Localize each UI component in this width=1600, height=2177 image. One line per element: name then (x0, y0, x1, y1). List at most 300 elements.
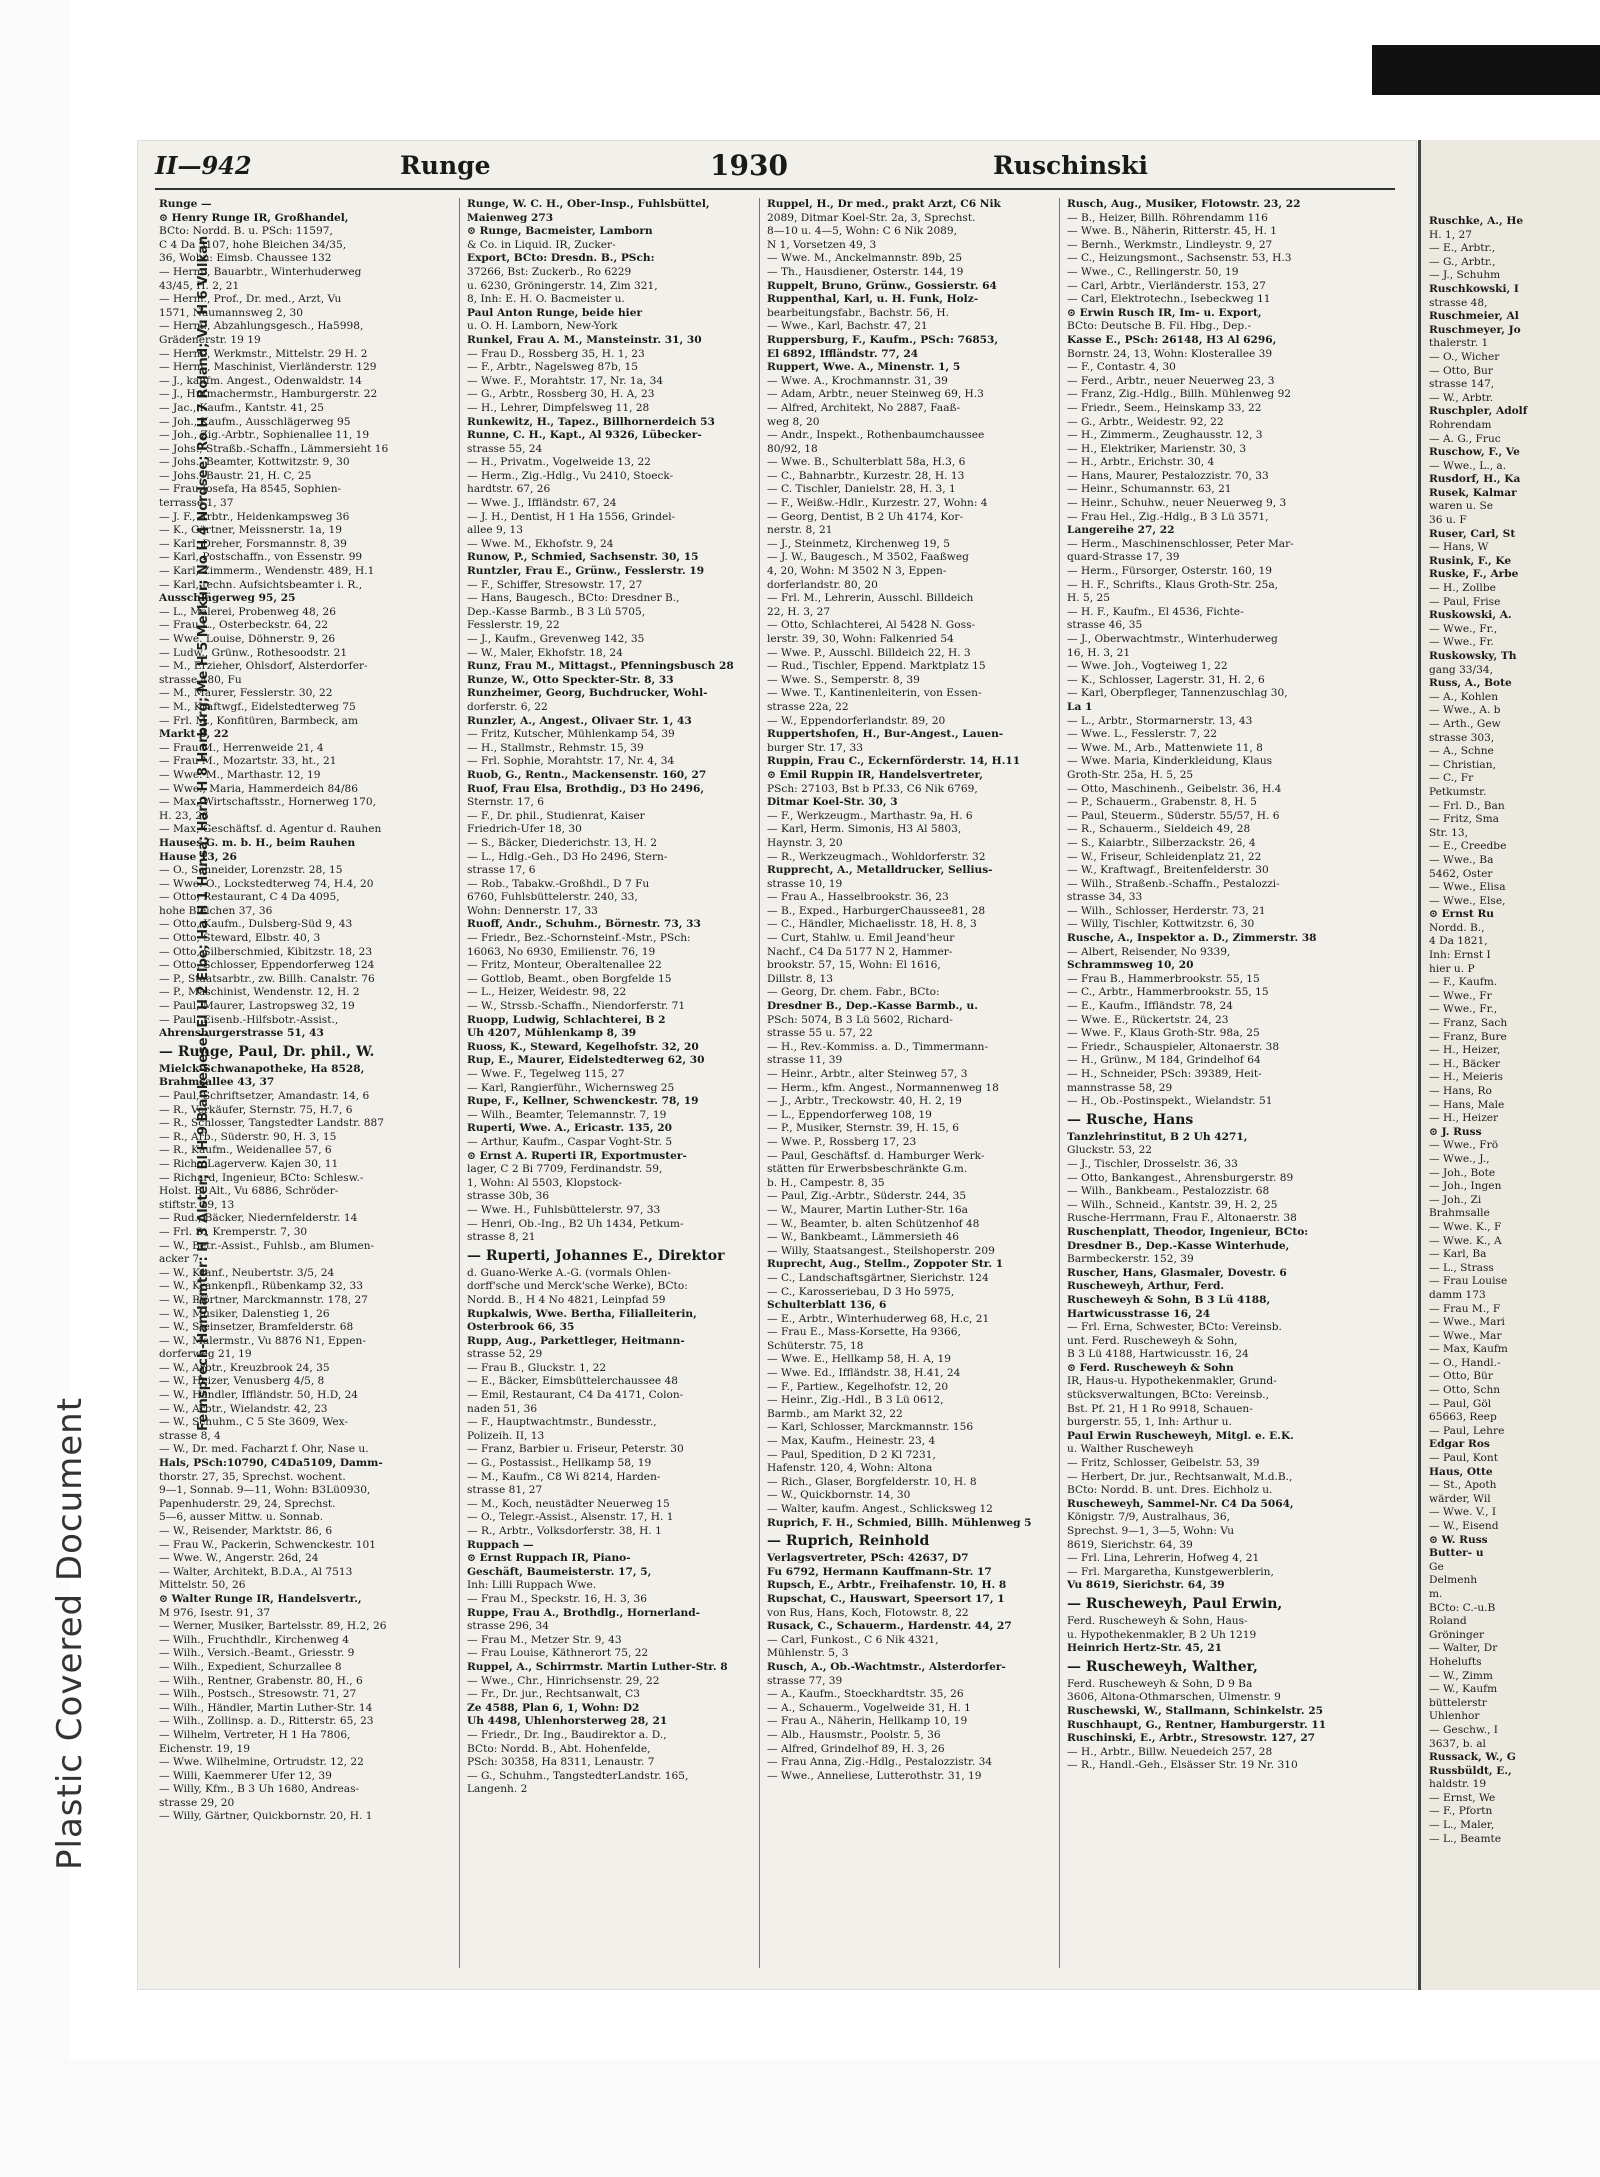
directory-entry-line: — B., Heizer, Billh. Röhrendamm 116 (1067, 211, 1268, 224)
directory-entry-line: strasse 480, Fu (159, 673, 242, 686)
directory-entry-line: — Franz, Bure (1429, 1030, 1507, 1043)
directory-entry-line: — A. G., Fruc (1429, 432, 1501, 445)
directory-entry-line: Rupkalwis, Wwe. Bertha, Filialleiterin, (467, 1307, 697, 1320)
directory-entry-line: — Paul, Geschäftsf. d. Hamburger Werk- (767, 1149, 985, 1162)
directory-entry-line: Rup, E., Maurer, Eidelstedterweg 62, 30 (467, 1054, 705, 1067)
directory-entry-line: strasse 147, (1429, 378, 1495, 391)
directory-entry-line: — H., Privatm., Vogelweide 13, 22 (467, 456, 651, 469)
directory-entry-line: — Paul, Schriftsetzer, Amandastr. 14, 6 (159, 1090, 370, 1102)
scan-bottom-margin (0, 2060, 1600, 2177)
directory-entry-line: — Frl. Erna, Schwester, BCto: Vereinsb. (1067, 1321, 1282, 1334)
directory-entry-line: ⊙ Walter Runge IR, Handelsvertr., (159, 1592, 362, 1605)
directory-entry-line: — Ruprich, Reinhold (767, 1533, 930, 1550)
directory-entry-line: — Frau Hel., Zig.-Hdlg., B 3 Lü 3571, (1067, 510, 1269, 523)
directory-entry-line: — Wwe., Mari (1429, 1316, 1505, 1329)
directory-entry-line: quard-Strasse 17, 39 (1067, 551, 1180, 564)
directory-entry-line: — Wwe. Wilhelmine, Ortrudstr. 12, 22 (159, 1756, 364, 1769)
directory-entry-line: Holst. B. Alt., Vu 6886, Schröder- (159, 1185, 339, 1198)
directory-entry-line: — O., Handl.- (1429, 1356, 1501, 1369)
directory-entry-line: — Frau A., Näherin, Hellkamp 10, 19 (767, 1715, 968, 1728)
directory-entry-line: Ruof, Frau Elsa, Brothdig., D3 Ho 2496, (467, 782, 705, 795)
directory-entry-line: — Willy, Tischler, Kottwitzstr. 6, 30 (1067, 918, 1255, 931)
directory-entry-line: — Paul, Göl (1429, 1397, 1492, 1410)
directory-entry-line: — W., Reisender, Marktstr. 86, 6 (159, 1525, 333, 1537)
directory-entry-line: — W., Maurer, Martin Luther-Str. 16a (767, 1203, 968, 1216)
directory-entry-line: — Joh., Bote (1429, 1166, 1496, 1179)
directory-entry-line: — C. Tischler, Danielstr. 28, H. 3, 1 (767, 483, 956, 496)
directory-entry-line: — S., Bäcker, Diederichstr. 13, H. 2 (467, 836, 657, 849)
directory-entry-line: — W., Beamter, b. alten Schützenhof 48 (767, 1217, 980, 1230)
directory-entry-line: — Ruscheweyh, Walther, (1067, 1658, 1258, 1675)
directory-entry-line: Petkumstr. (1429, 785, 1487, 798)
directory-entry-line: stiftstr. 19, 13 (159, 1198, 235, 1211)
directory-entry-line: dorferstr. 6, 22 (467, 700, 548, 713)
directory-entry-line: Brahmsallee 43, 37 (159, 1076, 275, 1089)
directory-entry-line: — Hans, Ro (1429, 1085, 1492, 1097)
directory-entry-line: — Wilh., Rentner, Grabenstr. 80, H., 6 (159, 1674, 363, 1687)
directory-entry-line: — W., Heizer, Venusberg 4/5, 8 (159, 1375, 325, 1388)
directory-entry-line: 6760, Fuhlsbüttelerstr. 240, 33, (467, 891, 638, 904)
directory-entry-line: — Frau Josefa, Ha 8545, Sophien- (159, 483, 342, 496)
directory-entry-line: Ruoss, K., Steward, Kegelhofstr. 32, 20 (467, 1040, 699, 1053)
directory-entry-line: — Friedr., Seem., Heinskamp 33, 22 (1067, 401, 1262, 414)
directory-entry-line: — Friedr., Bez.-Schornsteinf.-Mstr., PSch: (467, 932, 691, 945)
directory-entry-line: — Ernst, We (1429, 1791, 1496, 1804)
directory-entry-line: — W., Malermstr., Vu 8876 N1, Eppen- (159, 1334, 366, 1347)
directory-entry-line: Nordd. B., H 4 No 4821, Leinpfad 59 (467, 1293, 666, 1306)
directory-entry-line: — Herm., Maschinist, Vierländerstr. 129 (159, 361, 377, 374)
directory-entry-line: — Paul, Steuerm., Süderstr. 55/57, H. 6 (1067, 809, 1280, 822)
directory-entry-line: Hals, PSch:10790, C4Da5109, Damm- (159, 1457, 383, 1470)
directory-entry-line: — Wwe., Elisa (1429, 881, 1506, 894)
directory-entry-line: — Henri, Ob.-Ing., B2 Uh 1434, Petkum- (467, 1217, 684, 1230)
directory-entry-line: — Paul, Maurer, Lastropsweg 32, 19 (159, 1000, 355, 1013)
directory-entry-line: ⊙ Ernst Ruppach IR, Piano- (467, 1552, 631, 1565)
directory-entry-line: — M., Koch, neustädter Neuerweg 15 (467, 1497, 670, 1510)
directory-entry-line: Paul Erwin Ruscheweyh, Mitgl. e. E.K. (1067, 1429, 1294, 1442)
directory-entry-line: — W., Kaufm (1429, 1683, 1498, 1696)
directory-entry-line: C 4 Da 3107, hohe Bleichen 34/35, (159, 238, 347, 251)
directory-entry-line: — Wwe., L., a. (1429, 459, 1507, 472)
directory-entry-line: — Rud., Bäcker, Niedernfelderstr. 14 (159, 1212, 358, 1225)
directory-entry-line: — Herm., Zig.-Hdlg., Vu 2410, Stoeck- (467, 469, 674, 482)
directory-entry-line: — E., Bäcker, Eimsbüttelerchaussee 48 (467, 1375, 679, 1388)
column-2 (467, 198, 762, 1968)
directory-entry-line: 16, H. 3, 21 (1067, 646, 1131, 659)
directory-entry-line: — Wwe. M., Arb., Mattenwiete 11, 8 (1067, 741, 1263, 754)
directory-entry-line: — Karl, Zimmerm., Wendenstr. 489, H.1 (159, 565, 375, 578)
directory-entry-line: Ruschow, F., Ve (1429, 446, 1520, 459)
directory-entry-line: — Richard, Ingenieur, BCto: Schlesw.- (159, 1171, 364, 1184)
directory-entry-line: acker 7 (159, 1253, 200, 1266)
directory-entry-line: — Emil, Restaurant, C4 Da 4171, Colon- (467, 1389, 684, 1402)
directory-entry-line: — R., Kaufm., Weidenallee 57, 6 (159, 1144, 332, 1157)
directory-entry-line: — H., Heizer (1429, 1112, 1499, 1125)
directory-entry-line: — J., Schuhm (1429, 269, 1501, 282)
column-divider (459, 198, 460, 1968)
directory-entry-line: Ruschmeier, Al (1429, 310, 1519, 323)
directory-entry-line: — L., Heizer, Weidestr. 98, 22 (467, 986, 627, 999)
directory-entry-line: — M., Kaufm., C8 Wi 8214, Harden- (467, 1470, 661, 1483)
directory-entry-line: hohe Bleichen 37, 36 (159, 904, 273, 917)
directory-entry-line: Runge, W. C. H., Ober-Insp., Fuhlsbüttel, (467, 198, 710, 210)
directory-entry-line: PSch: 5074, B 3 Lü 5602, Richard- (767, 1013, 953, 1026)
directory-entry-line: — Ferd., Arbtr., neuer Neuerweg 23, 3 (1067, 374, 1275, 387)
directory-entry-line: strasse 296, 34 (467, 1620, 550, 1633)
directory-entry-line: 8, Inh: E. H. O. Bacmeister u. (467, 293, 625, 306)
directory-entry-line: — Wwe. S., Semperstr. 8, 39 (767, 673, 920, 686)
directory-entry-line: u. Walther Ruscheweyh (1067, 1443, 1194, 1456)
directory-entry-line: — W., Kraftwagf., Breitenfelderstr. 30 (1067, 864, 1269, 877)
directory-entry-line: — Frl. Lina, Lehrerin, Hofweg 4, 21 (1067, 1552, 1260, 1565)
column-divider (1059, 198, 1060, 1968)
directory-entry-line: bearbeitungsfabr., Bachstr. 56, H. (767, 306, 950, 319)
directory-entry-line: — Frl. D., Ban (1429, 799, 1505, 812)
directory-entry-line: strasse 55 u. 57, 22 (767, 1027, 873, 1040)
directory-entry-line: strasse 303, (1429, 731, 1495, 744)
directory-entry-line: Ruske, F., Arbe (1429, 568, 1519, 581)
directory-entry-line: ⊙ Emil Ruppin IR, Handelsvertreter, (767, 768, 983, 781)
directory-entry-line: — L., Malerei, Probenweg 48, 26 (159, 605, 337, 618)
directory-entry-line: Ruprich, F. H., Schmied, Billh. Mühlenweg 5 (767, 1516, 1032, 1529)
directory-entry-line: thorstr. 27, 35, Sprechst. wochent. (159, 1470, 346, 1483)
directory-entry-line: strasse 46, 35 (1067, 619, 1143, 632)
directory-entry-line: — J., Kaufm., Grevenweg 142, 35 (467, 633, 645, 645)
directory-entry-line: — M., Erzieher, Ohlsdorf, Alsterdorfer- (159, 660, 368, 673)
directory-entry-line: — H., Heizer, (1429, 1044, 1501, 1057)
directory-entry-line: — Wwe. B., Schulterblatt 58a, H.3, 6 (767, 456, 966, 469)
directory-entry-line: — Wwe., J., (1429, 1152, 1490, 1165)
directory-entry-line: — Wwe. Joh., Vogteiweg 1, 22 (1067, 660, 1228, 673)
directory-entry-line: — Karl, Oberpfleger, Tannenzuschlag 30, (1067, 687, 1288, 700)
directory-entry-line: Rupprecht, A., Metalldrucker, Sellius- (767, 864, 993, 877)
directory-entry-line: — Karl, Ba (1429, 1248, 1487, 1261)
directory-entry-line: — R., Handl.-Geh., Elsässer Str. 19 Nr. 310 (1067, 1759, 1298, 1772)
directory-entry-line: — Heinr., Schuhw., neuer Neuerweg 9, 3 (1067, 497, 1287, 510)
directory-entry-line: — Georg, Dr. chem. Fabr., BCto: (767, 986, 940, 999)
directory-entry-line: Langereihe 27, 22 (1067, 524, 1175, 537)
directory-entry-line: — Paul, Spedition, D 2 Kl 7231, (767, 1448, 936, 1461)
directory-entry-line: — Frau Louise (1429, 1275, 1508, 1288)
directory-entry-line: — Wwe. P., Ausschl. Billdeich 22, H. 3 (767, 646, 971, 659)
directory-entry-line: — Geschw., I (1429, 1723, 1498, 1736)
directory-entry-line: Ruschmeyer, Jo (1429, 323, 1521, 336)
directory-entry-line: Barmbeckerstr. 152, 39 (1067, 1253, 1194, 1266)
page-number: II—942 (155, 151, 252, 180)
directory-entry-line: — Frau M., Speckstr. 16, H. 3, 36 (467, 1592, 647, 1605)
directory-entry-line: Osterbrook 66, 35 (467, 1321, 575, 1334)
directory-entry-line: — Jac., Kaufm., Kantstr. 41, 25 (159, 401, 325, 414)
directory-entry-line: — W., Arbtr., Kreuzbrook 24, 35 (159, 1361, 330, 1374)
directory-entry-line: — R., Werkzeugmach., Wohldorferstr. 32 (767, 850, 986, 863)
directory-entry-line: strasse 55, 24 (467, 442, 543, 455)
directory-entry-line: — Franz, Sach (1429, 1017, 1508, 1030)
directory-entry-line: — J., Hutmachermstr., Hamburgerstr. 22 (159, 388, 378, 401)
directory-entry-line: Ruppach — (467, 1538, 534, 1551)
directory-entry-line: — Wwe., Anneliese, Lutterothstr. 31, 19 (767, 1769, 982, 1782)
directory-entry-line: — Frau W., Packerin, Schwenckestr. 101 (159, 1538, 376, 1551)
directory-entry-line: — Walter, Dr (1429, 1642, 1498, 1655)
directory-entry-line: — R., Schauerm., Sieldeich 49, 28 (1067, 823, 1251, 836)
directory-entry-line: — Wwe., Fr (1429, 989, 1492, 1002)
directory-entry-line: — Wwe. O., Lockstedterweg 74, H.4, 20 (159, 877, 374, 890)
directory-entry-line: terrasse 1, 37 (159, 497, 234, 510)
directory-entry-line: Ferd. Ruscheweyh & Sohn, D 9 Ba (1067, 1677, 1253, 1690)
directory-entry-line: — Paul, Zig.-Arbtr., Süderstr. 244, 35 (767, 1190, 967, 1203)
directory-entry-line: — Frau B., Gluckstr. 1, 22 (467, 1361, 607, 1374)
directory-entry-line: — Frl. Margaretha, Kunstgewerblerin, (1067, 1565, 1274, 1578)
directory-entry-line: — H., Meieris (1429, 1071, 1503, 1084)
directory-entry-line: — Joh., Kaufm., Ausschlägerweg 95 (159, 415, 351, 428)
directory-entry-line: — Wwe. V., I (1429, 1506, 1497, 1519)
directory-entry-line: strasse 48, (1429, 296, 1488, 309)
directory-entry-line: strasse 17, 6 (467, 864, 536, 877)
directory-entry-line: Rupe, F., Kellner, Schwenckestr. 78, 19 (467, 1095, 699, 1108)
directory-entry-line: Ferd. Ruscheweyh & Sohn, Haus- (1067, 1614, 1248, 1627)
directory-entry-line: — W., Dr. med. Facharzt f. Ohr, Nase u. (159, 1443, 369, 1456)
telephone-exchange-key: Fernsprech-Handämter: H 3 Alster; Bl H 9 Blankenese; El H 2 Elbe; Ha H 1 Hansa; Harb H 8 Harburg; Me H 5 Merkur; No H 4 Nordsee; Ro H 7 Roland; Vu H 6 Vulkan (196, 235, 211, 1431)
directory-entry-line: ⊙ Erwin Rusch IR, Im- u. Export, (1067, 306, 1262, 319)
directory-entry-line: — Hans, W (1429, 541, 1489, 554)
directory-entry-line: — Frau D., Rossberg 35, H. 1, 23 (467, 347, 645, 360)
directory-entry-line: — C., Händler, Michaelisstr. 18, H. 8, 3 (767, 918, 977, 931)
directory-entry-line: Runz, Frau M., Mittagst., Pfenningsbusch 28 (467, 660, 734, 673)
facing-page-fragment (1418, 140, 1600, 1990)
directory-entry-line: — Karl, techn. Aufsichtsbeamter i. R., (159, 578, 363, 591)
directory-entry-line: — E., Arbtr., Winterhuderweg 68, H.c, 21 (767, 1312, 990, 1325)
directory-entry-line: Ruob, G., Rentn., Mackensenstr. 160, 27 (467, 768, 707, 781)
directory-entry-line: H. 1, 27 (1429, 228, 1472, 241)
directory-entry-line: waren u. Se (1429, 500, 1493, 513)
directory-entry-line: — Heinr., Arbtr., alter Steinweg 57, 3 (767, 1068, 968, 1080)
directory-entry-line: — H., Rev.-Kommiss. a. D., Timmermann- (767, 1040, 989, 1053)
directory-entry-line: — W., Bankbeamt., Lämmersieth 46 (767, 1231, 960, 1244)
directory-entry-line: Papenhuderstr. 29, 24, Sprechst. (159, 1497, 336, 1510)
directory-entry-line: — Wwe. W., Angerstr. 26d, 24 (159, 1552, 319, 1565)
directory-entry-line: — W., Maler, Ekhofstr. 18, 24 (467, 646, 623, 659)
directory-entry-line: — Herm., kfm. Angest., Normannenweg 18 (767, 1081, 999, 1094)
directory-entry-line: — W., Strssb.-Schaffn., Niendorferstr. 71 (467, 1000, 686, 1013)
directory-entry-line: Gröninger (1429, 1628, 1485, 1641)
directory-entry-line: hardtstr. 67, 26 (467, 483, 551, 496)
directory-entry-line: 2089, Ditmar Koel-Str. 2a, 3, Sprechst. (767, 211, 976, 224)
directory-entry-line: Ruperti, Wwe. A., Ericastr. 135, 20 (467, 1122, 673, 1135)
directory-entry-line: — C., Fr (1429, 772, 1474, 785)
directory-entry-line: Delmenh (1429, 1574, 1478, 1587)
directory-entry-line: — Wilh., Versich.-Beamt., Griesstr. 9 (159, 1647, 355, 1660)
directory-entry-line: unt. Ferd. Ruscheweyh & Sohn, (1067, 1334, 1238, 1347)
directory-entry-line: Ruschke, A., He (1429, 215, 1524, 227)
directory-entry-line: Rupschat, C., Hauswart, Speersort 17, 1 (767, 1592, 1005, 1605)
directory-entry-line: — F., Dr. phil., Studienrat, Kaiser (467, 809, 645, 822)
directory-entry-line: — Franz, Zig.-Hdlg., Billh. Mühlenweg 92 (1067, 388, 1292, 401)
directory-entry-line: Export, BCto: Dresdn. B., PSch: (467, 252, 655, 265)
directory-entry-line: Schrammsweg 10, 20 (1067, 959, 1194, 972)
directory-entry-line: Rusche-Herrmann, Frau F., Altonaerstr. 38 (1067, 1212, 1297, 1225)
directory-entry-line: — Wwe., C., Rellingerstr. 50, 19 (1067, 265, 1239, 278)
directory-entry-line: dorferlandstr. 80, 20 (767, 578, 878, 591)
directory-entry-line: Ruscheweyh & Sohn, B 3 Lü 4188, (1067, 1293, 1271, 1306)
directory-entry-line: H. 5, 25 (1067, 592, 1110, 605)
directory-entry-line: Ze 4588, Plan 6, 1, Wohn: D2 (467, 1701, 640, 1714)
directory-entry-line: — A., Kaufm., Stoeckhardtstr. 35, 26 (767, 1688, 964, 1701)
directory-entry-line: — F., Pfortn (1429, 1805, 1493, 1818)
directory-entry-line: — Wwe. M., Marthastr. 12, 19 (159, 768, 321, 781)
directory-entry-line: — Wwe. Louise, Döhnerstr. 9, 26 (159, 633, 336, 645)
directory-entry-line: — Rob., Tabakw.-Großhdl., D 7 Fu (467, 877, 650, 890)
directory-entry-line: d. Guano-Werke A.-G. (vormals Ohlen- (467, 1266, 671, 1279)
directory-entry-line: ⊙ Ernst Ru (1429, 908, 1494, 921)
directory-entry-line: — Max, Kaufm (1429, 1343, 1508, 1356)
directory-entry-line: — Wilh., Fruchthdlr., Kirchenweg 4 (159, 1633, 350, 1646)
directory-entry-line: Ruppel, H., Dr med., prakt Arzt, C6 Nik (767, 198, 1001, 210)
directory-entry-line: BCto: Nordd. B., Abt. Hohenfelde, (467, 1742, 651, 1755)
directory-entry-line: — Fritz, Kutscher, Mühlenkamp 54, 39 (467, 728, 675, 741)
directory-entry-line: — Wwe., Fr., (1429, 1003, 1498, 1016)
directory-entry-line: ⊙ Ernst A. Ruperti IR, Exportmuster- (467, 1149, 687, 1162)
directory-entry-line: — Walter, Architekt, B.D.A., Al 7513 (159, 1565, 353, 1578)
directory-entry-line: — Wwe. Maria, Kinderkleidung, Klaus (1067, 755, 1273, 768)
directory-entry-line: — Wwe., Mar (1429, 1329, 1502, 1342)
directory-entry-line: Ruschhaupt, G., Rentner, Hamburgerstr. 11 (1067, 1718, 1327, 1731)
directory-entry-line: — Frau M., Mozartstr. 33, ht., 21 (159, 755, 337, 768)
directory-entry-line: Ruppersburg, F., Kaufm., PSch: 76853, (767, 333, 999, 346)
directory-entry-line: Mittelstr. 50, 26 (159, 1579, 246, 1592)
directory-entry-line: — Johs., Baustr. 21, H. C, 25 (159, 469, 312, 482)
directory-entry-line: 16063, No 6930, Emilienstr. 76, 19 (467, 945, 656, 958)
directory-entry-line: — Otto, Bür (1429, 1370, 1493, 1383)
directory-entry-line: — G., Postassist., Hellkamp 58, 19 (467, 1457, 652, 1470)
directory-entry-line: stücksverwaltungen, BCto: Vereinsb., (1067, 1389, 1270, 1402)
directory-entry-line: Inh: Ernst I (1429, 949, 1491, 962)
directory-entry-line: — Fritz, Schlosser, Geibelstr. 53, 39 (1067, 1457, 1260, 1470)
directory-entry-line: Bornstr. 24, 13, Wohn: Klosterallee 39 (1067, 347, 1273, 360)
directory-entry-line: Schüterstr. 75, 18 (767, 1339, 864, 1352)
directory-entry-line: — Joh., Zig.-Arbtr., Sophienallee 11, 19 (159, 429, 370, 442)
directory-entry-line: — Frau A., Hasselbrookstr. 36, 23 (767, 891, 949, 904)
directory-entry-line: Edgar Ros (1429, 1438, 1490, 1451)
directory-entry-line: Ruschenplatt, Theodor, Ingenieur, BCto: (1067, 1225, 1309, 1238)
directory-entry-line: ⊙ Ferd. Ruscheweyh & Sohn (1067, 1361, 1234, 1374)
directory-entry-line: — Wwe., Frö (1429, 1139, 1499, 1152)
directory-entry-line: — Wwe., Else, (1429, 894, 1506, 907)
directory-entry-line: — Christian, (1429, 758, 1496, 771)
directory-entry-line: — Wwe. J., Iffländstr. 67, 24 (467, 497, 617, 510)
directory-entry-line: — P., Schauerm., Grabenstr. 8, H. 5 (1067, 796, 1257, 809)
directory-entry-line: u. 6230, Gröningerstr. 14, Zim 321, (467, 279, 658, 292)
directory-entry-line: — Willy, Staatsangest., Steilshoperstr. 209 (767, 1244, 995, 1257)
directory-entry-line: B 3 Lü 4188, Hartwicusstr. 16, 24 (1067, 1348, 1249, 1361)
directory-entry-line: 22, H. 3, 27 (767, 605, 831, 618)
directory-entry-line: — R., Arbtr., Volksdorferstr. 38, H. 1 (467, 1525, 662, 1537)
directory-entry-line: — J., Oberwachtmstr., Winterhuderweg (1067, 633, 1278, 645)
directory-entry-line: strasse 10, 19 (767, 877, 843, 890)
directory-entry-line: 3606, Altona-Othmarschen, Ulmenstr. 9 (1067, 1691, 1281, 1704)
directory-entry-line: — Alb., Hausmstr., Poolstr. 5, 36 (767, 1728, 941, 1741)
directory-entry-line: Mielck Schwanapotheke, Ha 8528, (159, 1062, 365, 1075)
directory-entry-line: Ruppelt, Bruno, Grünw., Gossierstr. 64 (767, 279, 997, 292)
directory-entry-line: — A., Kohlen (1429, 690, 1499, 703)
directory-entry-line: — L., Hdlg.-Geh., D3 Ho 2496, Stern- (467, 850, 668, 863)
directory-entry-line: — Herm., Werkmstr., Mittelstr. 29 H. 2 (159, 347, 368, 360)
directory-entry-line: Polizeih. II, 13 (467, 1429, 545, 1442)
directory-entry-line: PSch: 27103, Bst b Pf.33, C6 Nik 6769, (767, 782, 978, 795)
directory-entry-line: strasse 30b, 36 (467, 1190, 550, 1203)
directory-entry-line: büttelerstr (1429, 1696, 1487, 1709)
side-vertical-caption: Plastic Covered Document (50, 1396, 90, 1870)
directory-entry-line: BCto: Deutsche B. Fil. Hbg., Dep.- (1067, 320, 1252, 333)
directory-entry-line: gang 33/34, (1429, 663, 1493, 676)
directory-entry-line: — Frl. M., Lehrerin, Ausschl. Billdeich (767, 592, 974, 605)
directory-entry-line: Ruschewski, W., Stallmann, Schinkelstr. 25 (1067, 1704, 1324, 1717)
directory-entry-line: — C., Arbtr., Hammerbrookstr. 55, 15 (1067, 986, 1269, 999)
directory-entry-line: — Alfred, Grindelhof 89, H. 3, 26 (767, 1742, 945, 1755)
directory-entry-line: Kasse E., PSch: 26148, H3 Al 6296, (1067, 333, 1277, 346)
directory-entry-line: Dresdner B., Dep.-Kasse Winterhude, (1067, 1239, 1290, 1252)
directory-entry-line: — W., Kranf., Neubertstr. 3/5, 24 (159, 1266, 335, 1279)
directory-entry-line: Hause 13, 26 (159, 850, 237, 863)
directory-entry-line: — F., Weißw.-Hdlr., Kurzestr. 27, Wohn: 4 (767, 497, 988, 510)
directory-entry-line: — O., Wicher (1429, 350, 1500, 363)
directory-entry-line: — C., Heizungsmont., Sachsenstr. 53, H.3 (1067, 252, 1292, 265)
header-keyword-left: Runge (400, 151, 491, 180)
directory-entry-line: Bst. Pf. 21, H 1 Ro 9918, Schauen- (1067, 1402, 1253, 1415)
directory-entry-line: — Herbert, Dr. jur., Rechtsanwalt, M.d.B., (1067, 1470, 1293, 1483)
column-divider (759, 198, 760, 1968)
directory-entry-line: Königstr. 7/9, Australhaus, 36, (1067, 1511, 1231, 1524)
directory-entry-line: — K., Gärtner, Meissnerstr. 1a, 19 (159, 524, 342, 537)
directory-entry-line: — H., Zimmerm., Zeughausstr. 12, 3 (1067, 429, 1263, 442)
directory-entry-line: Runow, P., Schmied, Sachsenstr. 30, 15 (467, 551, 699, 564)
directory-entry-line: — Herm., Fürsorger, Osterstr. 160, 19 (1067, 565, 1272, 578)
directory-entry-line: 36, Wohn: Eimsb. Chaussee 132 (159, 252, 332, 265)
directory-entry-line: — Adam, Arbtr., neuer Steinweg 69, H.3 (767, 388, 984, 401)
directory-entry-line: — J. F., Arbtr., Heidenkampsweg 36 (159, 510, 350, 523)
directory-entry-line: — H. F., Schrifts., Klaus Groth-Str. 25a, (1067, 578, 1279, 591)
directory-entry-line: — Wwe. M., Anckelmannstr. 89b, 25 (767, 252, 963, 265)
directory-entry-line: — W., Schuhm., C 5 Ste 3609, Wex- (159, 1416, 348, 1429)
directory-entry-line: — Wwe. F., Klaus Groth-Str. 98a, 25 (1067, 1027, 1260, 1040)
directory-entry-line: — Wwe., Ba (1429, 853, 1494, 866)
header-keyword-right: Ruschinski (993, 151, 1148, 180)
directory-entry-line: — G., Schuhm., TangstedterLandstr. 165, (467, 1769, 689, 1782)
directory-entry-line: — Ruperti, Johannes E., Direktor (467, 1247, 725, 1264)
directory-entry-line: — W., Krankenpfl., Rübenkamp 32, 33 (159, 1280, 363, 1293)
directory-entry-line: — Herm., Maschinenschlosser, Peter Mar- (1067, 537, 1294, 550)
directory-entry-line: — Carl, Arbtr., Vierländerstr. 153, 27 (1067, 279, 1266, 292)
directory-entry-line: — Frl. M., Konfitüren, Barmbeck, am (159, 714, 359, 727)
directory-entry-line: — H., Elektriker, Marienstr. 30, 3 (1067, 442, 1247, 455)
directory-entry-line: Hafenstr. 120, 4, Wohn: Altona (767, 1462, 933, 1475)
directory-entry-line: u. O. H. Lamborn, New-York (467, 320, 618, 333)
directory-entry-line: H. 23, 26 (159, 809, 209, 822)
directory-entry-line: — J. H., Dentist, H 1 Ha 1556, Grindel- (467, 510, 676, 523)
directory-entry-line: — Wwe. A., Krochmannstr. 31, 39 (767, 374, 948, 387)
directory-entry-line: — B., Exped., HarburgerChaussee81, 28 (767, 904, 986, 917)
directory-entry-line: — W., Händler, Iffländstr. 50, H.D, 24 (159, 1389, 359, 1402)
directory-entry-line: Rupsch, E., Arbtr., Freihafenstr. 10, H. 8 (767, 1579, 1007, 1592)
directory-entry-line: — Friedr., Schauspieler, Altonaerstr. 38 (1067, 1040, 1280, 1053)
directory-entry-line: — Walter, kaufm. Angest., Schlicksweg 12 (767, 1503, 993, 1515)
directory-entry-line: — Frau B., Hammerbrookstr. 55, 15 (1067, 972, 1260, 985)
directory-entry-line: 5462, Oster (1429, 867, 1493, 880)
directory-entry-line: burgerstr. 55, 1, Inh: Arthur u. (1067, 1416, 1232, 1429)
directory-entry-line: — Otto, Schlachterei, Al 5428 N. Goss- (767, 619, 976, 632)
directory-entry-line: — Heinr., Schumannstr. 63, 21 (1067, 483, 1232, 496)
directory-entry-line: — E., Kaufm., Iffländstr. 78, 24 (1067, 1000, 1233, 1013)
directory-entry-line: stätten für Erwerbsbeschränkte G.m. (767, 1163, 968, 1176)
directory-entry-line: damm 173 (1429, 1288, 1486, 1301)
